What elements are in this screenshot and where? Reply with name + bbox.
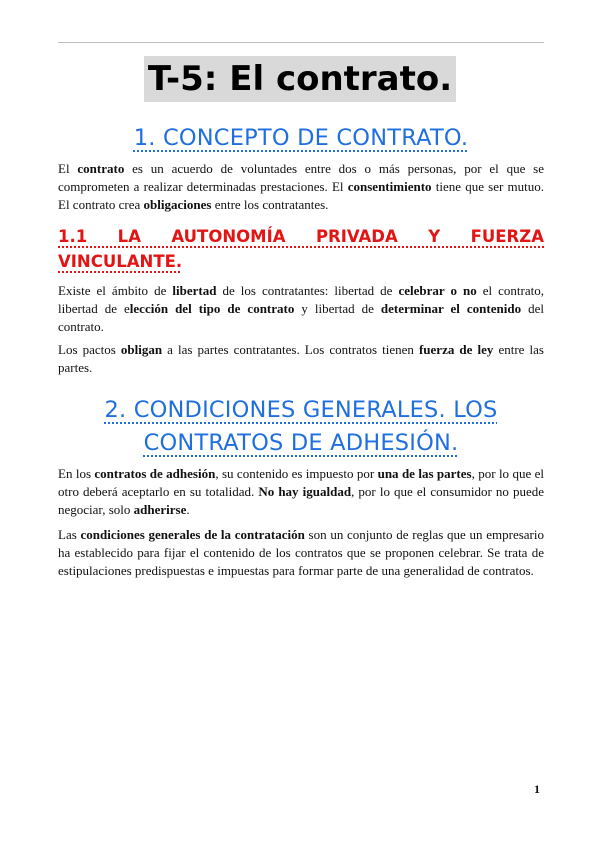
bold-term: No hay igualdad (258, 484, 352, 499)
title-container (0, 56, 600, 102)
text-run: y libertad de (294, 301, 381, 316)
paragraph-condiciones-generales (58, 526, 544, 580)
text-run: , por lo que el otro deberá aceptarlo en su totalidad. (58, 466, 544, 499)
text-run: son un conjunto de reglas que un empresario ha establecido para fijar el contenido de los contratos que se proponen celebrar. Se trata de estipulaciones predispuestas e impuestas para formar parte de una generalidad de contratos. (58, 527, 544, 578)
text-run: Existe el ámbito de (58, 283, 173, 298)
section-heading-condiciones (58, 394, 544, 460)
text-run: de los contratantes: libertad de (216, 283, 399, 298)
text-run: el contrato, libertad de e (58, 283, 544, 316)
section-heading-concepto-text: 1. CONCEPTO DE CONTRATO. (133, 125, 469, 151)
bold-term: contratos de adhesión (94, 466, 216, 481)
text-run: tiene que ser mutuo. El contrato crea (58, 179, 544, 212)
bold-term: una de las partes (377, 466, 472, 481)
bold-term: adherirse (133, 502, 187, 517)
text-run: . (186, 502, 190, 517)
bold-term: obligaciones (143, 197, 212, 212)
subsection-heading-autonomia (58, 224, 544, 274)
section-heading-concepto (58, 123, 544, 153)
bold-term: fuerza de ley (418, 342, 494, 357)
text-run: , por lo que el consumidor no puede negociar, solo (58, 484, 544, 517)
text-run: entre las partes. (58, 342, 544, 375)
text-run: del contrato. (58, 301, 544, 334)
bold-term: celebrar o no (398, 283, 477, 298)
bold-term: libertad (172, 283, 217, 298)
text-run: es un acuerdo de voluntades entre dos o más personas, por el que se comprometen a realizar determinadas prestaciones. El (58, 161, 544, 194)
text-run: entre los contratantes. (211, 197, 329, 212)
subsection-heading-autonomia-text: 1.1 LA AUTONOMÍA PRIVADA Y FUERZA VINCULANTE. (58, 227, 544, 271)
header-rule (58, 42, 544, 43)
bold-term: contrato (77, 161, 125, 176)
bold-term: condiciones generales de la contratación (80, 527, 305, 542)
bold-term: obligan (120, 342, 163, 357)
text-run: Las (58, 527, 81, 542)
document-title: T-5: El contrato. (144, 56, 456, 102)
paragraph-adhesion (58, 465, 544, 519)
bold-term: determinar el contenido (380, 301, 522, 316)
text-run: El (58, 161, 78, 176)
bold-term: consentimiento (347, 179, 432, 194)
text-run: a las partes contratantes. Los contratos tienen (162, 342, 419, 357)
text-run: En los (58, 466, 95, 481)
section-heading-condiciones-text: 2. CONDICIONES GENERALES. LOS CONTRATOS DE ADHESIÓN. (104, 397, 498, 456)
page-number: 1 (534, 782, 540, 796)
paragraph-pactos (58, 341, 544, 377)
text-run: Los pactos (58, 342, 121, 357)
paragraph-libertad (58, 282, 544, 336)
text-run: , su contenido es impuesto por (215, 466, 378, 481)
paragraph-concepto (58, 160, 544, 214)
bold-term: lección del tipo de contrato (129, 301, 295, 316)
